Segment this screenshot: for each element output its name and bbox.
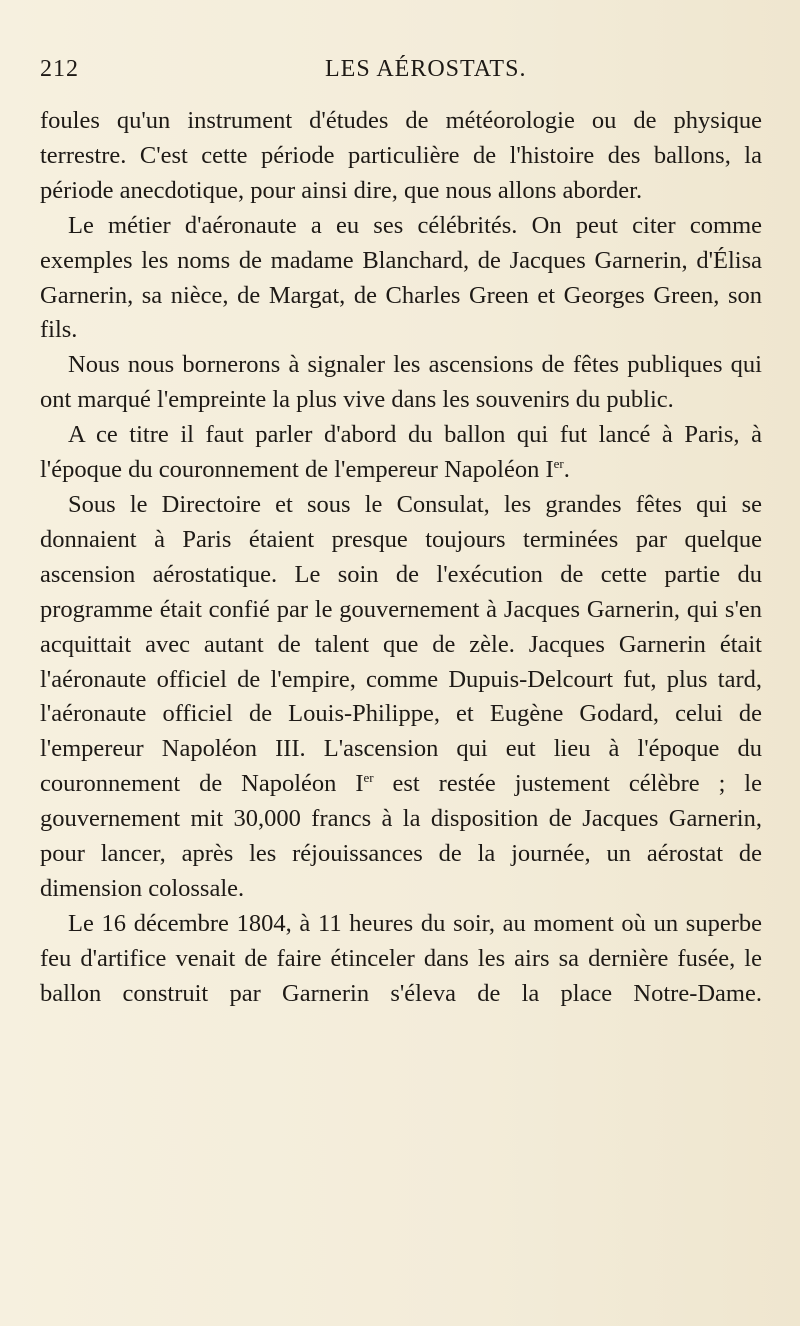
body-text (40, 104, 762, 1012)
running-title: LES AÉROSTATS. (325, 56, 527, 82)
paragraph: Le 16 décembre 1804, à 11 heures du soir, au moment où un superbe feu d'artifice venait de faire étinceler dans les airs sa dernière fusée, le ballon construit par Garnerin s'éleva de la place Notre-Dame. (40, 909, 762, 1007)
paragraph-text: est restée justement célèbre ; le gouvernement mit 30,000 francs à la disposition de Jacques Garnerin, pour lancer, après les réjouissances de la journée, un aérostat de dimension colossale. (40, 770, 762, 902)
paragraph-text: Sous le Directoire et sous le Consulat, les grandes fêtes qui se donnaient à Paris étaient presque toujours terminées par quelque ascension aérostatique. Le soin de l'exécution de cette partie du programme était confié par le gouvernement à Jacques Garnerin, qui s'en acquittait avec autant de talent que de zèle. Jacques Garnerin était l'aéronaute officiel de l'empire, comme Dupuis-Delcourt fut, plus tard, l'aéronaute officiel de Louis-Philippe, et Eugène Godard, celui de l'empereur Napoléon III. L'ascension qui eut lieu à l'époque du couronnement de Napoléon I (40, 490, 762, 798)
superscript: er (363, 770, 374, 786)
superscript: er (553, 455, 564, 471)
paragraph-text: A ce titre il faut parler d'abord du ballon qui fut lancé à Paris, à l'époque du couronnement de l'empereur Napoléon I (40, 421, 762, 484)
paragraph-text: . (563, 456, 570, 484)
paragraph: Le métier d'aéronaute a eu ses célébrités. On peut citer comme exemples les noms de madame Blanchard, de Jacques Garnerin, d'Élisa Garnerin, sa nièce, de Margat, de Charles Green et Georges Green, son fils. (40, 211, 762, 344)
paragraph: foules qu'un instrument d'études de météorologie ou de physique terrestre. C'est cette période particulière de l'histoire des ballons, la période anecdotique, pour ainsi dire, que nous allons aborder. (40, 107, 762, 204)
paragraph (40, 488, 762, 907)
paragraph (40, 418, 762, 488)
paragraph: Nous nous bornerons à signaler les ascensions de fêtes publiques qui ont marqué l'empreinte la plus vive dans les souvenirs du public. (40, 351, 762, 414)
page-header (40, 56, 760, 96)
page-number: 212 (40, 56, 79, 82)
